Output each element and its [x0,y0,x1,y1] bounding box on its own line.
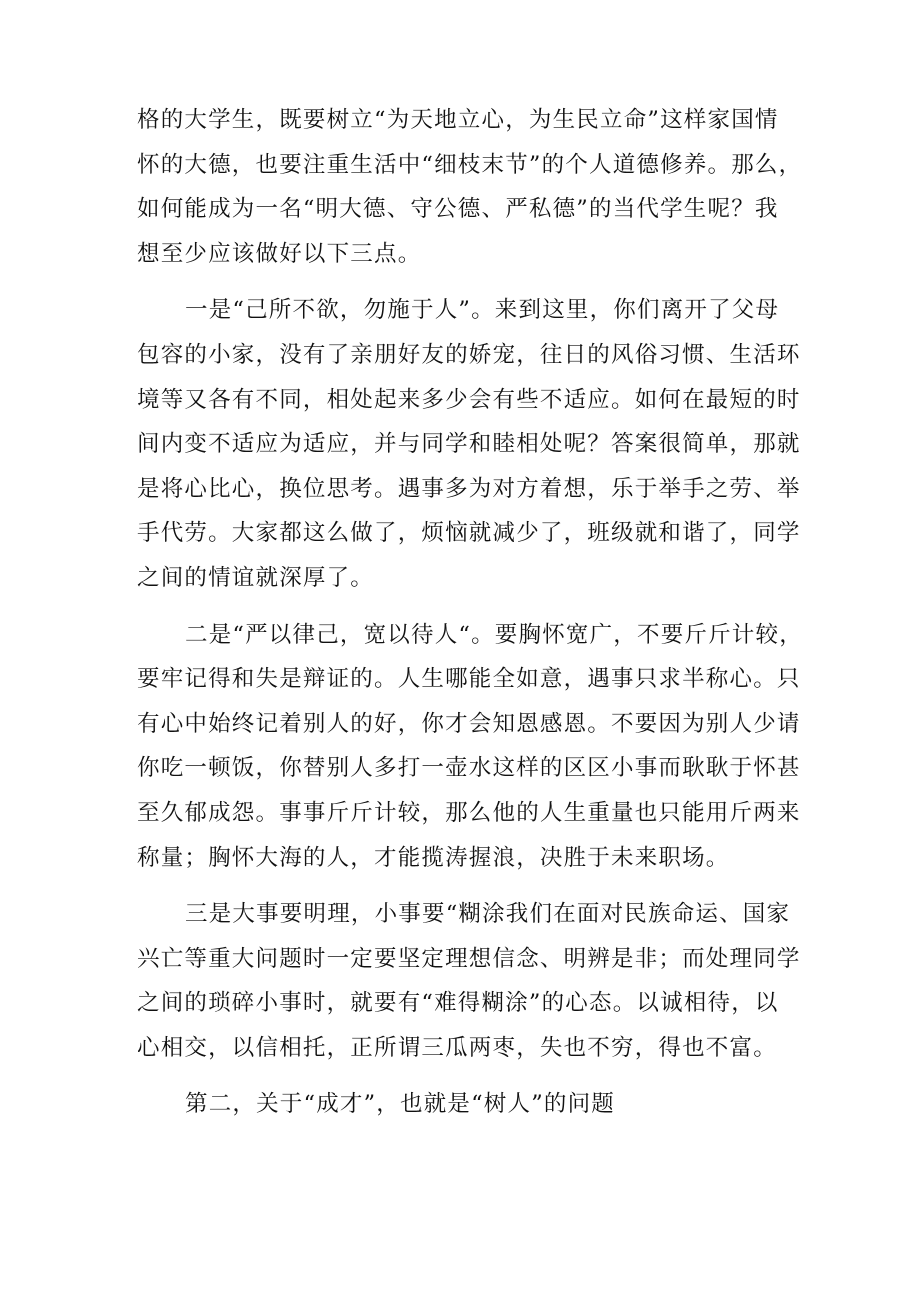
paragraph-4 [137,892,801,1070]
text-line: 一是“己所不欲，勿施于人”。来到这里，你们离开了父母 [185,297,780,324]
paragraph-1 [137,98,803,276]
body-text [137,98,803,1127]
text-line: 二是“严以律己，宽以待人“。要胸怀宽广，不要斤斤计较， [185,621,803,648]
paragraph-3 [137,613,803,881]
paragraph-5 [137,1082,797,1127]
text-line: 至久郁成怨。事事斤斤计较，那么他的人生重量也只能用斤两来 [137,799,801,826]
text-line: 之间的情谊就深厚了。 [137,564,375,591]
text-line: 有心中始终记着别人的好，你才会知恩感恩。不要因为别人少请 [137,710,801,737]
text-line: 想至少应该做好以下三点。 [137,240,422,267]
text-line: 称量；胸怀大海的人，才能揽涛握浪，决胜于未来职场。 [137,844,730,871]
text-line: 你吃一顿饭，你替别人多打一壶水这样的区区小事而耿耿于怀甚 [137,755,801,782]
text-line: 三是大事要明理，小事要“糊涂我们在面对民族命运、国家 [185,901,791,928]
text-line: 是将心比心，换位思考。遇事多为对方着想，乐于举手之劳、举 [137,475,801,502]
section-heading: 第二，关于“成才”，也就是“树人”的问题 [185,1091,616,1118]
text-line: 手代劳。大家都这么做了，烦恼就减少了，班级就和谐了，同学 [137,520,801,547]
text-line: 兴亡等重大问题时一定要坚定理想信念、明辨是非；而处理同学 [137,945,801,972]
text-line: 怀的大德，也要注重生活中“细枝末节”的个人道德修养。那么， [137,151,803,178]
text-line: 要牢记得和失是辩证的。人生哪能全如意，遇事只求半称心。只 [137,666,801,693]
text-line: 境等又各有不同，相处起来多少会有些不适应。如何在最短的时 [137,386,801,413]
text-line: 包容的小家，没有了亲朋好友的娇宠，往日的风俗习惯、生活环 [137,341,801,368]
text-line: 心相交，以信相托，正所谓三瓜两枣，失也不穷，得也不富。 [137,1034,777,1061]
text-line: 如何能成为一名“明大德、守公德、严私德”的当代学生呢？我 [137,196,779,223]
text-line: 格的大学生，既要树立“为天地立心，为生民立命”这样家国情 [137,107,779,133]
paragraph-2 [137,288,801,600]
text-line: 间内变不适应为适应，并与同学和睦相处呢？答案很简单，那就 [137,431,801,458]
text-line: 之间的琐碎小事时，就要有“难得糊涂”的心态。以诚相待，以 [137,990,779,1017]
